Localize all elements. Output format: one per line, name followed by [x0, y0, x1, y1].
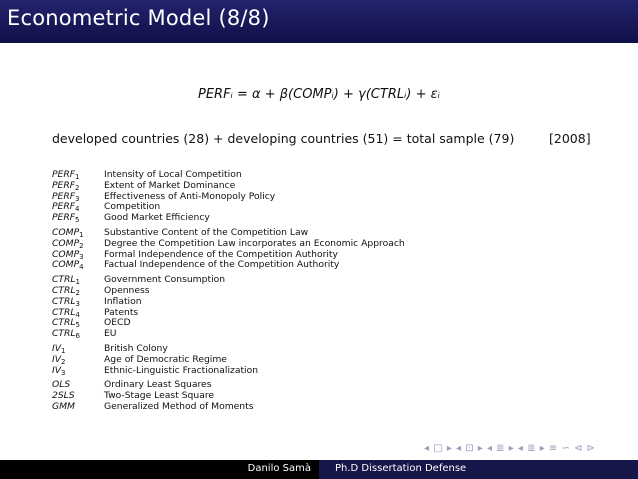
- variable-subscript: 1: [61, 346, 66, 355]
- variable-symbol-name: CTRL: [52, 284, 76, 296]
- variable-symbol: [52, 260, 104, 271]
- variable-description: Patents: [104, 306, 139, 318]
- definition-row: [52, 402, 405, 413]
- variable-subscript: 3: [75, 194, 80, 203]
- variable-description: Inflation: [104, 295, 142, 307]
- definition-row: [52, 366, 405, 377]
- variable-description: Extent of Market Dominance: [104, 179, 236, 191]
- variable-symbol-name: IV: [52, 364, 61, 376]
- variable-symbol-name: PERF: [52, 179, 76, 191]
- definition-row: [52, 329, 405, 340]
- variable-symbol-name: COMP: [52, 248, 80, 260]
- variable-description: EU: [104, 328, 117, 340]
- definition-group: [52, 275, 405, 340]
- variable-symbol-name: CTRL: [52, 274, 76, 286]
- variable-description: British Colony: [104, 342, 168, 354]
- variable-symbol: [52, 329, 104, 340]
- definition-row: [52, 355, 405, 366]
- variable-description: Ordinary Least Squares: [104, 379, 212, 391]
- model-equation: PERFᵢ = α + β(COMPᵢ) + γ(CTRLᵢ) + εᵢ: [197, 87, 441, 102]
- definition-row: [52, 297, 405, 308]
- variable-subscript: 5: [75, 216, 80, 225]
- variable-subscript: 3: [61, 368, 66, 377]
- variable-subscript: 4: [79, 263, 84, 272]
- definition-row: [52, 260, 405, 271]
- variable-symbol-name: COMP: [52, 226, 80, 238]
- variable-symbol-name: CTRL: [52, 306, 76, 318]
- variable-symbol-name: IV: [52, 353, 61, 365]
- variable-description: Government Consumption: [104, 274, 226, 286]
- footer-right: [319, 460, 638, 479]
- sample-description: developed countries (28) + developing countries (51) = total sample (79): [52, 131, 515, 146]
- variable-description: OECD: [104, 317, 131, 329]
- variable-symbol-name: OLS: [52, 379, 71, 391]
- footer-bar: [0, 460, 638, 479]
- variable-symbol-name: CTRL: [52, 328, 76, 340]
- variable-subscript: 5: [75, 321, 80, 330]
- variable-description: Good Market Efficiency: [104, 212, 210, 224]
- variable-symbol-name: COMP: [52, 237, 80, 249]
- variable-description: Degree the Competition Law incorporates an Economic Approach: [104, 237, 405, 249]
- definition-group: [52, 380, 405, 412]
- variable-subscript: 2: [79, 241, 84, 250]
- variable-subscript: 3: [79, 252, 84, 261]
- variable-symbol: [52, 366, 104, 377]
- footer-author: Danilo Samà: [247, 463, 311, 474]
- variable-symbol-name: COMP: [52, 259, 80, 271]
- variable-subscript: 2: [61, 357, 66, 366]
- variable-subscript: 4: [75, 310, 80, 319]
- definition-group: [52, 170, 405, 224]
- definition-row: [52, 239, 405, 250]
- variable-description: Age of Democratic Regime: [104, 353, 227, 365]
- definition-row: [52, 213, 405, 224]
- variable-symbol-name: IV: [52, 342, 61, 354]
- variable-description: Generalized Method of Moments: [104, 400, 254, 412]
- variable-symbol-name: PERF: [52, 201, 76, 213]
- definition-group: [52, 228, 405, 271]
- variable-symbol-name: PERF: [52, 190, 76, 202]
- variable-symbol-name: 2SLS: [52, 390, 75, 402]
- title-bar: [0, 0, 638, 43]
- variable-symbol: [52, 402, 104, 413]
- variable-subscript: 6: [75, 332, 80, 341]
- variable-description: Two-Stage Least Square: [104, 390, 215, 402]
- variable-subscript: 1: [75, 278, 80, 287]
- beamer-navigation-icons[interactable]: ◂ □ ▸ ◂ ⊡ ▸ ◂ ≣ ▸ ◂ ≣ ▸ ≡ ∽ ⊲ ⊳: [424, 443, 596, 454]
- variable-description: Competition: [104, 201, 161, 213]
- variable-subscript: 4: [75, 205, 80, 214]
- variable-description: Formal Independence of the Competition Authority: [104, 248, 338, 260]
- variable-description: Intensity of Local Competition: [104, 169, 242, 180]
- variable-symbol-name: GMM: [52, 400, 75, 412]
- variable-symbol-name: CTRL: [52, 317, 76, 329]
- variable-subscript: 2: [75, 288, 80, 297]
- definition-group: [52, 344, 405, 376]
- footer-talk-title: Ph.D Dissertation Defense: [335, 463, 467, 474]
- definition-row: [52, 181, 405, 192]
- variable-subscript: 1: [79, 230, 84, 239]
- variable-symbol-name: CTRL: [52, 295, 76, 307]
- variable-symbol-name: PERF: [52, 169, 76, 180]
- variable-subscript: 1: [75, 173, 80, 181]
- variable-description: Substantive Content of the Competition Law: [104, 226, 309, 238]
- variable-symbol-name: PERF: [52, 212, 76, 224]
- variable-description: Openness: [104, 284, 150, 296]
- variable-symbol: [52, 213, 104, 224]
- variable-definitions: [52, 170, 405, 417]
- footer-left: [0, 460, 319, 479]
- sample-year: [2008]: [549, 131, 591, 146]
- variable-description: Effectiveness of Anti-Monopoly Policy: [104, 190, 276, 202]
- variable-description: Factual Independence of the Competition Authority: [104, 259, 340, 271]
- variable-subscript: 2: [75, 183, 80, 192]
- variable-subscript: 3: [75, 299, 80, 308]
- variable-description: Ethnic-Linguistic Fractionalization: [104, 364, 259, 376]
- slide-title: Econometric Model (8/8): [7, 6, 270, 30]
